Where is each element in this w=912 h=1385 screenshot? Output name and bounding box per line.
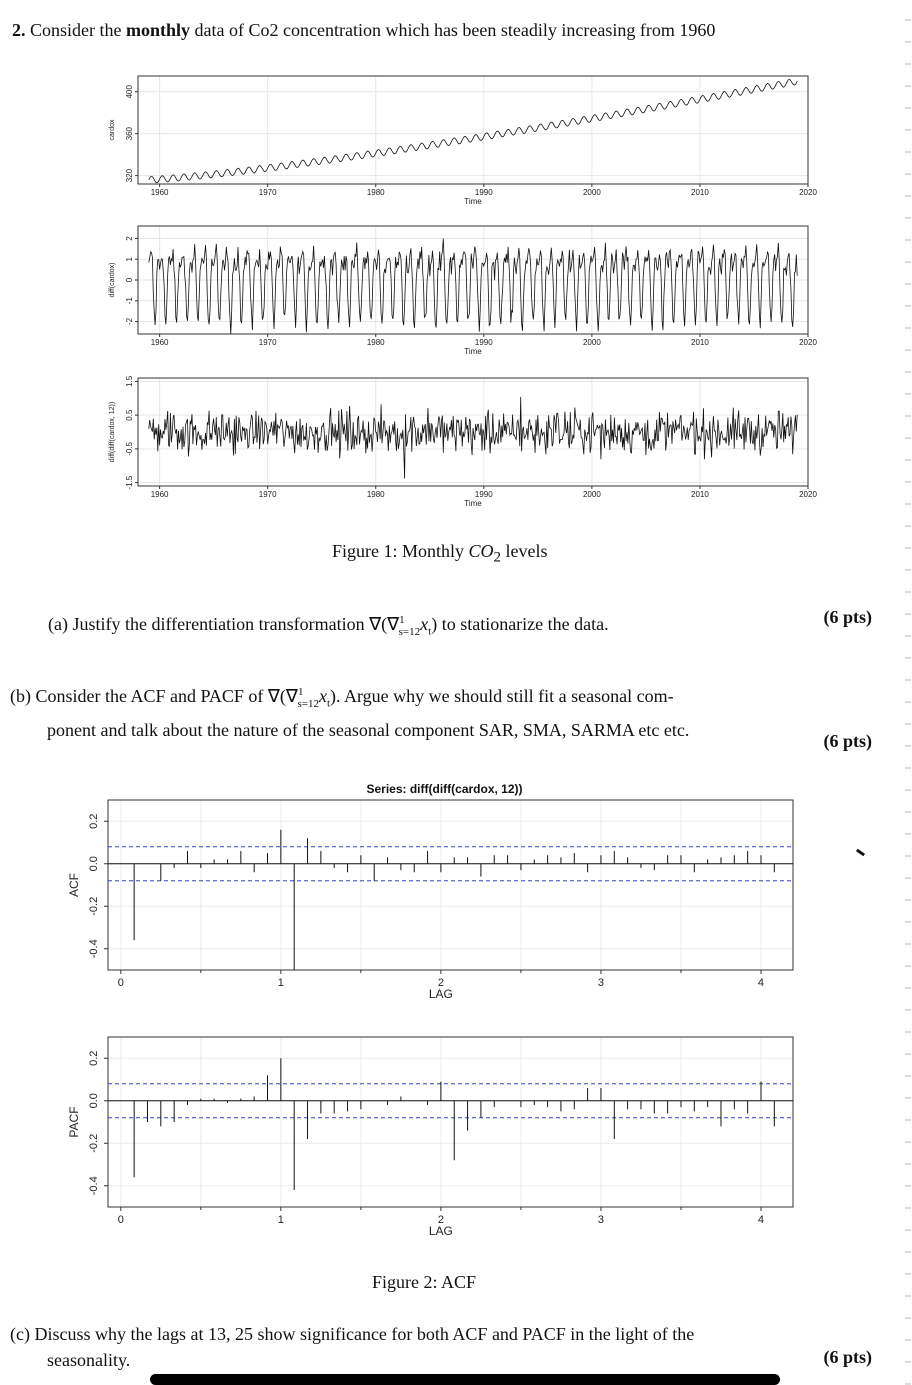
part-a-points: (6 pts) [823,607,872,627]
x-tick-label: 2000 [582,188,601,197]
chart-title: Series: diff(diff(cardox, 12)) [366,782,523,796]
y-tick-label: -0.4 [87,1176,100,1196]
x-tick-label: 1980 [366,338,385,347]
x-tick-label: 0 [117,977,124,989]
x-tick-label: 2020 [799,338,817,347]
ts-panel-3 [109,375,817,508]
x-tick-label: 2010 [691,338,709,347]
figure1-caption: Figure 1: Monthly $CO_2$ levels [332,541,548,566]
y-tick-label: -0.4 [87,939,100,959]
question-text-post: data of Co2 concentration which has been steadily increasing from 1960 [194,20,716,40]
y-axis-label: cardox [109,119,116,141]
x-tick-label: 1960 [150,338,169,347]
x-tick-label: 1980 [366,188,385,197]
question-text-pre: Consider the [30,20,122,40]
y-axis-label: PACF [67,1106,81,1138]
y-tick-label: 320 [125,168,135,183]
x-tick-label: 3 [597,1214,605,1226]
question-number: 2. [12,20,26,40]
y-tick-label: -0.2 [87,1133,100,1153]
plot-frame [108,1037,793,1207]
y-tick-label: 1.5 [125,375,135,387]
x-axis-label: LAG [428,1224,453,1238]
y-tick-label: -1.5 [125,475,135,490]
y-tick-label: -0.5 [125,441,135,456]
x-tick-label: 2000 [582,338,601,347]
figure1-plots [100,68,820,523]
y-tick-label: 0.0 [87,856,100,872]
x-tick-label: 3 [597,977,605,989]
figure2-caption: Figure 2: ACF [372,1272,477,1292]
x-tick-label: 1990 [474,188,493,197]
x-tick-label: 4 [757,1214,765,1226]
x-axis-label: LAG [428,987,453,1001]
margin-rule [904,0,912,1385]
x-axis-label: Time [464,499,482,508]
y-tick-label: 400 [125,85,135,99]
pacf-panel [67,1037,793,1238]
x-tick-label: 2020 [799,490,817,499]
x-tick-label: 1960 [150,188,169,197]
x-tick-label: 2 [437,977,444,989]
x-tick-label: 1970 [258,188,277,197]
y-tick-label: -0.2 [87,896,100,916]
y-axis-label: ACF [67,873,81,897]
part-b-points: (6 pts) [823,731,872,751]
y-tick-label: 1 [125,257,135,262]
ts-panel-2 [109,226,817,356]
y-tick-label: -1 [125,297,135,305]
x-tick-label: 0 [117,1214,124,1226]
x-tick-label: 2010 [691,188,709,197]
part-c-points: (6 pts) [823,1347,872,1367]
x-tick-label: 1 [277,977,284,989]
figure2-plots [60,775,820,1255]
y-axis-label: diff(diff(cardox, 12)) [109,401,116,463]
y-axis-label: diff(cardox) [109,262,116,298]
y-tick-label: -2 [125,317,135,326]
question-text-bold: monthly [126,20,191,40]
part-c-text [10,1321,875,1373]
part-c-line2: seasonality. [47,1350,131,1370]
x-tick-label: 2010 [691,490,709,499]
y-tick-label: 0.2 [87,1050,100,1066]
y-tick-label: 360 [125,126,135,141]
x-axis-label: Time [464,347,482,356]
x-tick-label: 1960 [150,490,169,499]
x-tick-label: 2000 [582,490,601,499]
horizontal-scrollbar[interactable] [150,1374,780,1385]
x-tick-label: 4 [757,977,765,989]
part-a-text: (a) Justify the differentiation transformation $\nabla(\nabla^1_{s=12}x_t)$ to stationarize the data. [48,614,609,638]
ts-panel-1 [109,76,817,206]
x-tick-label: 1 [277,1214,284,1226]
part-b-text [10,679,875,743]
part-b-line2: ponent and talk about the nature of the seasonal component SAR, SMA, SARMA etc etc. [47,719,690,740]
part-b-line1: (b) Consider the ACF and PACF of $\nabla(\nabla^1_{s=12}x_t)$. Argue why we should still fit a seasonal com- [10,686,674,710]
acf-panel [67,782,793,1001]
y-tick-label: 0 [125,277,135,283]
y-tick-label: 0.2 [87,813,100,829]
x-axis-label: Time [464,197,482,206]
pen-mark [856,849,865,857]
y-tick-label: 0.0 [87,1093,100,1109]
y-tick-label: 2 [125,236,135,241]
x-tick-label: 1990 [474,338,493,347]
x-tick-label: 1970 [258,490,277,499]
x-tick-label: 1990 [474,490,493,499]
plot-frame [108,800,793,970]
x-tick-label: 2 [437,1214,444,1226]
x-tick-label: 1980 [366,490,385,499]
y-tick-label: 0.5 [125,409,135,421]
x-tick-label: 1970 [258,338,277,347]
part-c-line1: (c) Discuss why the lags at 13, 25 show significance for both ACF and PACF in the light of the [10,1324,695,1344]
x-tick-label: 2020 [799,188,817,197]
question-heading [12,20,715,41]
